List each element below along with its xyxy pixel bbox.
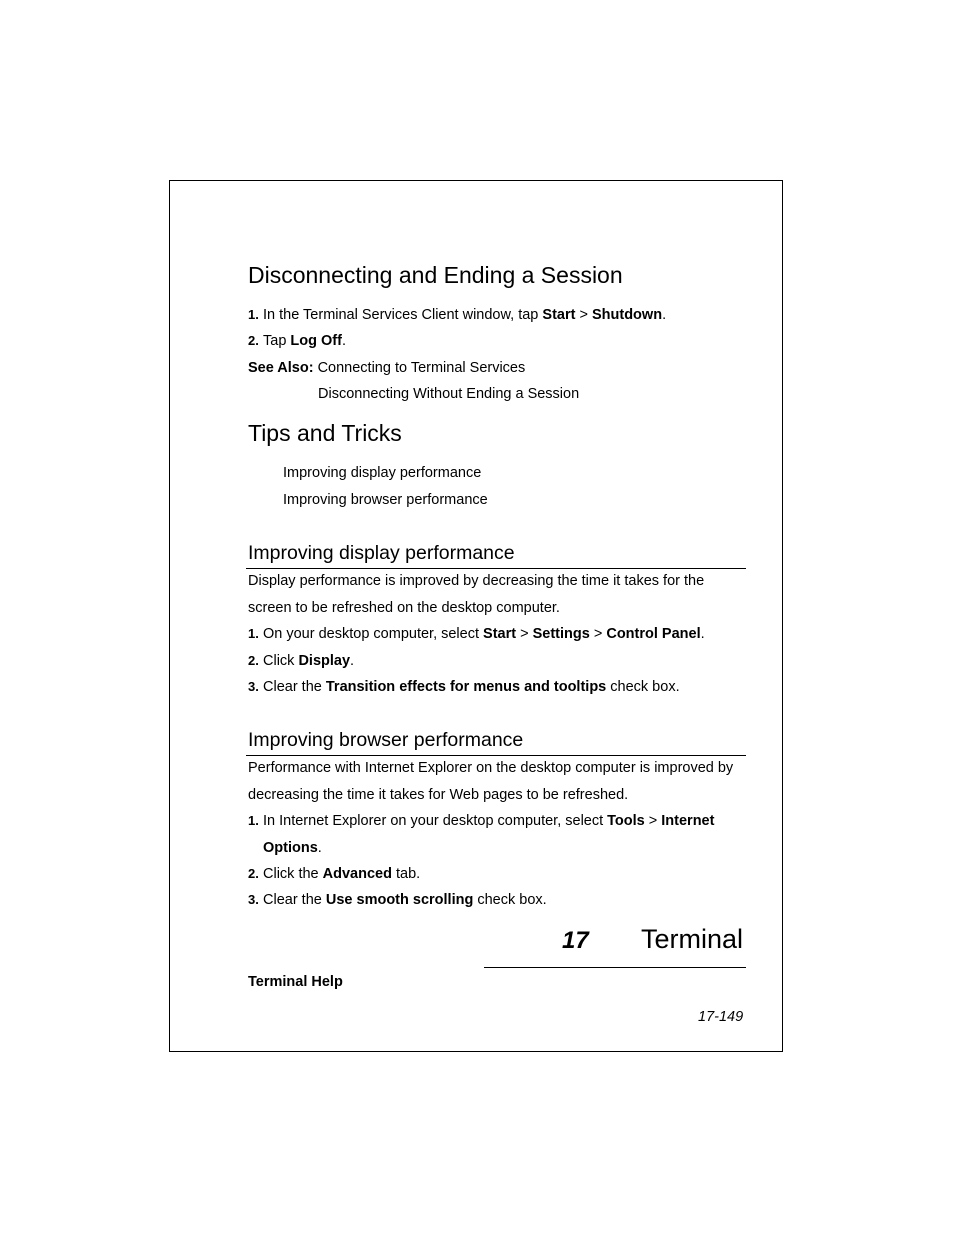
display-step-2 xyxy=(248,653,354,669)
chapter-rule xyxy=(484,967,746,968)
step-end: . xyxy=(350,653,355,669)
step-end: . xyxy=(317,840,322,856)
step-text: Click xyxy=(263,653,299,669)
step-text: Clear the xyxy=(263,679,326,695)
see-also-label: See Also: xyxy=(248,360,314,376)
display-label: Display xyxy=(298,653,351,669)
step-number: 1. xyxy=(248,307,259,322)
step-number: 2. xyxy=(248,333,259,348)
step-end: check box. xyxy=(606,679,680,695)
step-end: check box. xyxy=(473,892,547,908)
step-text: On your desktop computer, select xyxy=(263,626,484,642)
section-rule xyxy=(246,568,746,569)
step-text: Tap xyxy=(263,333,291,349)
heading-tips-and-tricks: Tips and Tricks xyxy=(248,420,402,446)
smooth-scrolling-label: Use smooth scrolling xyxy=(325,892,474,908)
see-also-link-disconnecting[interactable]: Disconnecting Without Ending a Session xyxy=(318,386,580,402)
step-number: 2. xyxy=(248,866,259,881)
step-number: 1. xyxy=(248,813,259,828)
terminal-help-heading[interactable]: Terminal Help xyxy=(248,974,343,990)
heading-browser-performance: Improving browser performance xyxy=(248,729,524,751)
separator: > xyxy=(575,307,592,323)
disconnect-step-1 xyxy=(248,307,666,323)
section-rule xyxy=(246,755,746,756)
shutdown-label: Shutdown xyxy=(591,307,663,323)
separator: > xyxy=(644,813,662,829)
browser-step-1 xyxy=(248,813,714,829)
tools-label: Tools xyxy=(607,813,645,829)
step-number: 1. xyxy=(248,626,259,641)
separator: > xyxy=(589,626,607,642)
browser-step-2 xyxy=(248,866,420,882)
display-paragraph-line-2: screen to be refreshed on the desktop computer. xyxy=(248,600,560,616)
step-number: 3. xyxy=(248,892,259,907)
chapter-number: 17 xyxy=(562,927,589,954)
see-also xyxy=(248,360,525,376)
step-end: . xyxy=(662,307,667,323)
tips-link-display[interactable]: Improving display performance xyxy=(283,465,482,481)
page-number: 17-149 xyxy=(698,1009,744,1025)
tips-link-browser[interactable]: Improving browser performance xyxy=(283,492,488,508)
disconnect-step-2 xyxy=(248,333,346,349)
step-end: . xyxy=(341,333,346,349)
transition-effects-label: Transition effects for menus and tooltips xyxy=(325,679,607,695)
options-label: Options xyxy=(263,840,318,856)
log-off-label: Log Off xyxy=(290,333,342,349)
chapter-title: Terminal xyxy=(641,924,744,954)
heading-display-performance: Improving display performance xyxy=(248,542,515,564)
settings-label: Settings xyxy=(532,626,590,642)
step-number: 3. xyxy=(248,679,259,694)
control-panel-label: Control Panel xyxy=(606,626,701,642)
step-text: Click the xyxy=(263,866,323,882)
internet-label: Internet xyxy=(661,813,715,829)
browser-step-1-continued xyxy=(263,840,322,856)
browser-paragraph-line-1: Performance with Internet Explorer on the desktop computer is improved by xyxy=(248,760,734,776)
display-paragraph-line-1: Display performance is improved by decreasing the time it takes for the xyxy=(248,573,705,589)
step-text: Clear the xyxy=(263,892,326,908)
separator: > xyxy=(516,626,533,642)
step-end: . xyxy=(700,626,705,642)
start-label: Start xyxy=(542,307,576,323)
start-label: Start xyxy=(483,626,517,642)
step-end: tab. xyxy=(391,866,421,882)
step-number: 2. xyxy=(248,653,259,668)
display-step-1 xyxy=(248,626,705,642)
see-also-link-connecting[interactable]: Connecting to Terminal Services xyxy=(313,360,526,376)
step-text: In the Terminal Services Client window, tap xyxy=(263,307,543,323)
advanced-label: Advanced xyxy=(322,866,392,882)
step-text: In Internet Explorer on your desktop computer, select xyxy=(263,813,608,829)
display-step-3 xyxy=(248,679,680,695)
browser-step-3 xyxy=(248,892,547,908)
heading-disconnecting: Disconnecting and Ending a Session xyxy=(248,262,623,288)
browser-paragraph-line-2: decreasing the time it takes for Web pages to be refreshed. xyxy=(248,787,629,803)
